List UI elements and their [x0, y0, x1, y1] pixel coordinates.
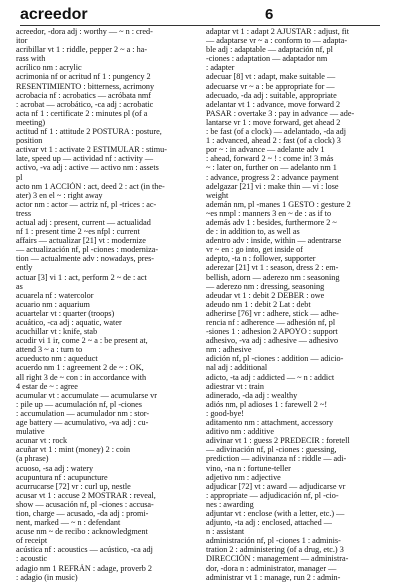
entry-line: adinerado, -da adj : wealthy [206, 390, 298, 400]
entry-line: ~es nmpl : manners 3 en ~ de : as if to [206, 208, 332, 218]
entry-line: adicto, -ta adj : addicted — ~ n : addict [206, 372, 335, 382]
entry-line: : good-bye! [206, 408, 244, 418]
entry-line: acrobacia nf : acrobatics — acróbata nmf [16, 90, 152, 100]
entry-line: weight [206, 190, 229, 200]
entry-line: actuar [3] vi 1 : act, perform 2 ~ de : act [16, 272, 147, 282]
entry-line: acrílico nm : acrylic [16, 63, 82, 73]
entry-line: administrar vt 1 : manage, run 2 : admin- [206, 572, 341, 582]
entry-line: adagio nm 1 REFRÁN : adage, proverb 2 [16, 563, 152, 573]
entry-line: acuático, -ca adj : aquatic, water [16, 318, 122, 327]
entry-line: tion, charge — acusado, -da adj : promi- [16, 508, 149, 518]
entry-line: : adapter [206, 63, 235, 73]
header-rule [20, 25, 380, 26]
entry-line: — adivinación nf, pl -ciones : guessing, [206, 445, 337, 455]
entry-line: age battery — acumulativo, -va adj : cu- [16, 418, 149, 428]
entry-line: ~ : later on, further on — adelanto nm 1 [206, 163, 337, 173]
entry-line: acrimonia nf or acritud nf 1 : pungency 2 [16, 72, 151, 82]
entry-line: acuerdo nm 1 : agreement 2 de ~ : OK, [16, 363, 144, 373]
entry-line: rencia nf : adherence — adhesión nf, pl [206, 318, 336, 327]
entry-line: ble adj : adaptable — adaptación nf, pl [206, 45, 333, 55]
entry-line: adiós nm, pl adioses 1 : farewell 2 ~! [206, 399, 328, 409]
entry-line: : pile up — acumulación nf, pl -ciones [16, 399, 142, 409]
entry-line: meeting) [16, 117, 46, 127]
entry-line: rass with [16, 54, 46, 64]
entry-line: por ~ : in advance — adelante adv 1 [206, 145, 325, 155]
page-number: 6 [265, 6, 274, 23]
entry-line: acudir vi 1 ir, come 2 ~ a : be present at, [16, 336, 148, 346]
entry-line: adelantar vt 1 : advance, move forward 2 [206, 99, 341, 109]
entry-line: — actualización nf, pl -ciones : moderniza- [16, 245, 159, 255]
entry-line: lantarse vr 1 : move forward, get ahead 2 [206, 117, 341, 127]
entry-line: acuarela nf : watercolor [16, 290, 94, 300]
entry-line: vino, -na n : fortune-teller [206, 463, 291, 473]
entry-line: adjetivo nm : adjective [206, 472, 281, 482]
entry-line: n : assistant [206, 527, 245, 537]
entry-line: activo, -va adj : active — activo nm : assets [16, 163, 159, 173]
entry-line: nm : adhesive [206, 345, 252, 355]
entry-line: adjuntar vt : enclose (with a letter, etc.) — [206, 508, 345, 518]
entry-line: pl [16, 172, 23, 182]
entry-line: adiestrar vt : train [206, 381, 264, 391]
entry-line: aderezar [21] vt 1 : season, dress 2 : em- [206, 263, 339, 273]
entry-line: acurrucarse [72] vr : curl up, nestle [16, 481, 131, 491]
entry-line: 1 : advanced, ahead 2 : fast (of a clock) 3 [206, 136, 341, 146]
entry-line: ademán nm, pl -manes 1 GESTO : gesture 2 [206, 199, 351, 209]
left-column [16, 27, 194, 582]
entry-line: acústica nf : acoustics — acústico, -ca adj [16, 545, 153, 555]
entry-line: aditivo nm : additive [206, 427, 274, 437]
entry-line: : acrobat — acrobático, -ca adj : acrobatic [16, 99, 154, 109]
entry-line: : accumulation — acumulador nm : stor- [16, 408, 150, 418]
entry-line: late, speed up — actividad nf : activity — [16, 154, 154, 164]
entry-line: attend 3 ~ a : turn to [16, 345, 83, 355]
entry-line: adecuado, -da adj : suitable, appropriate [206, 90, 337, 100]
entry-line: position [16, 136, 43, 146]
entry-line: tration 2 : administering (of a drug, etc.) 3 [206, 545, 344, 555]
entry-line: — adaptarse vr ~ a : conform to — adapta- [206, 36, 348, 46]
entry-line: nent, marked — ~ n : defendant [16, 518, 121, 528]
entry-line: administración nf, pl -ciones 1 : adminis- [206, 536, 341, 546]
entry-line: : ahead, forward 2 ~ ! : come in! 3 más [206, 154, 334, 164]
entry-line: adhesivo, -va adj : adhesive — adhesivo [206, 336, 339, 346]
entry-line: bellish, adorn — aderezo nm : seasoning [206, 272, 340, 282]
entry-line: : appropriate — adjudicación nf, pl -cio- [206, 490, 339, 500]
entry-line: adherirse [76] vr : adhere, stick — adhe- [206, 308, 339, 318]
entry-line: dor, -dora n : administrator, manager — [206, 563, 337, 573]
entry-line: itor [16, 36, 28, 46]
entry-line: acuse nm ~ de recibo : acknowledgment [16, 527, 148, 537]
entry-line: activar vt 1 : activate 2 ESTIMULAR : stimu- [16, 145, 167, 155]
entry-line: vr ~ en : go into, get inside of [206, 245, 303, 255]
entry-line: of receipt [16, 536, 48, 546]
entry-line: acumular vt : accumulate — acumularse vr [16, 390, 157, 400]
entry-line: affairs — actualizar [21] vt : modernize [16, 236, 146, 246]
entry-line: RESENTIMIENTO : bitterness, acrimony [16, 81, 155, 91]
entry-line: acta nf 1 : certificate 2 : minutes pl (of a [16, 108, 148, 118]
entry-line: acueducto nm : aqueduct [16, 354, 98, 364]
entry-line: tress [16, 208, 32, 218]
entry-line: adaptar vt 1 : adapt 2 AJUSTAR : adjust, fit [206, 27, 350, 36]
entry-line: — aderezo nm : dressing, seasoning [206, 281, 325, 291]
entry-line: : adagio (in music) [16, 572, 78, 582]
entry-line: acunar vt : rock [16, 436, 68, 446]
entry-line: acto nm 1 ACCIÓN : act, deed 2 : act (in the- [16, 181, 165, 191]
entry-line: nf 1 : present time 2 ~es nfpl : current [16, 227, 140, 237]
entry-line: adelgazar [21] vi : make thin — vi : lose [206, 181, 339, 191]
entry-line: : be fast (of a clock) — adelantado, -da adj [206, 127, 347, 137]
entry-line: acuoso, -sa adj : watery [16, 463, 94, 473]
entry-line: ater) 3 en el ~ : right away [16, 190, 103, 200]
right-column [206, 27, 384, 582]
entry-line: aditamento nm : attachment, accessory [206, 418, 334, 428]
entry-line: adeudo nm 1 : debit 2 Lat : debt [206, 299, 311, 309]
entry-line: prediction — adivinanza nf : riddle — adi- [206, 454, 347, 464]
entry-line: adivinar vt 1 : guess 2 PREDECIR : foretell [206, 436, 350, 446]
entry-line: actor nm : actor — actriz nf, pl -trices : ac- [16, 199, 157, 209]
entry-line: adición nf, pl -ciones : addition — adicio- [206, 354, 344, 364]
entry-line: : advance, progress 2 : advance payment [206, 172, 339, 182]
entry-line: acupuntura nf : acupuncture [16, 472, 108, 482]
entry-line: (a phrase) [16, 454, 49, 464]
entry-line: tion — actualmente adv : nowadays, pres- [16, 254, 155, 264]
entry-line: DIRECCIÓN : management — administra- [206, 554, 349, 564]
entry-line: acusar vt 1 : accuse 2 MOSTRAR : reveal, [16, 490, 156, 500]
entry-line: actitud nf 1 : attitude 2 POSTURA : posture, [16, 127, 162, 137]
entry-line: adepto, -ta n : follower, supporter [206, 254, 316, 264]
entry-line: adecuarse vr ~ a : be appropriate for — [206, 81, 335, 91]
entry-line: 4 estar de ~ : agree [16, 381, 78, 391]
entry-line: nes : awarding [206, 499, 254, 509]
entry-line: acuchillar vt : knife, stab [16, 327, 98, 337]
entry-line: acuñar vt 1 : mint (money) 2 : coin [16, 445, 131, 455]
entry-line: show — acusación nf, pl -ciones : accusa- [16, 499, 154, 509]
entry-line: de : in addition to, as well as [206, 227, 300, 237]
page-header [20, 6, 380, 24]
entry-line: -siones 1 : adhesion 2 APOYO : support [206, 327, 338, 337]
entry-line: PASAR : overtake 3 : pay in advance — ade- [206, 108, 355, 118]
entry-line: adeudar vt 1 : debit 2 DEBER : owe [206, 290, 325, 300]
entry-line: adjudicar [72] vt : award — adjudicarse vr [206, 481, 346, 491]
entry-line: actual adj : present, current — actualidad [16, 217, 151, 227]
entry-line: : acoustic [16, 554, 48, 564]
entry-line: all right 3 de ~ con : in accordance with [16, 372, 147, 382]
entry-line: as [16, 281, 23, 291]
entry-line: adecuar [8] vt : adapt, make suitable — [206, 72, 336, 82]
entry-line: acribillar vt 1 : riddle, pepper 2 ~ a : ha- [16, 45, 148, 55]
entry-line: mulative [16, 427, 45, 437]
entry-line: adjunto, -ta adj : enclosed, attached — [206, 518, 332, 528]
entry-line: además adv 1 : besides, furthermore 2 ~ [206, 217, 337, 227]
entry-line: nal adj : additional [206, 363, 268, 373]
entry-line: acuartelar vt : quarter (troops) [16, 308, 115, 318]
entry-line: adentro adv : inside, within — adentrarse [206, 236, 342, 246]
entry-line: acreedor, -dora adj : worthy — ~ n : cred- [16, 27, 153, 36]
guide-word: acreedor [20, 6, 88, 23]
entry-line: -ciones : adaptation — adaptador nm [206, 54, 328, 64]
entry-line: acuario nm : aquarium [16, 299, 90, 309]
entry-line: ently [16, 263, 33, 273]
